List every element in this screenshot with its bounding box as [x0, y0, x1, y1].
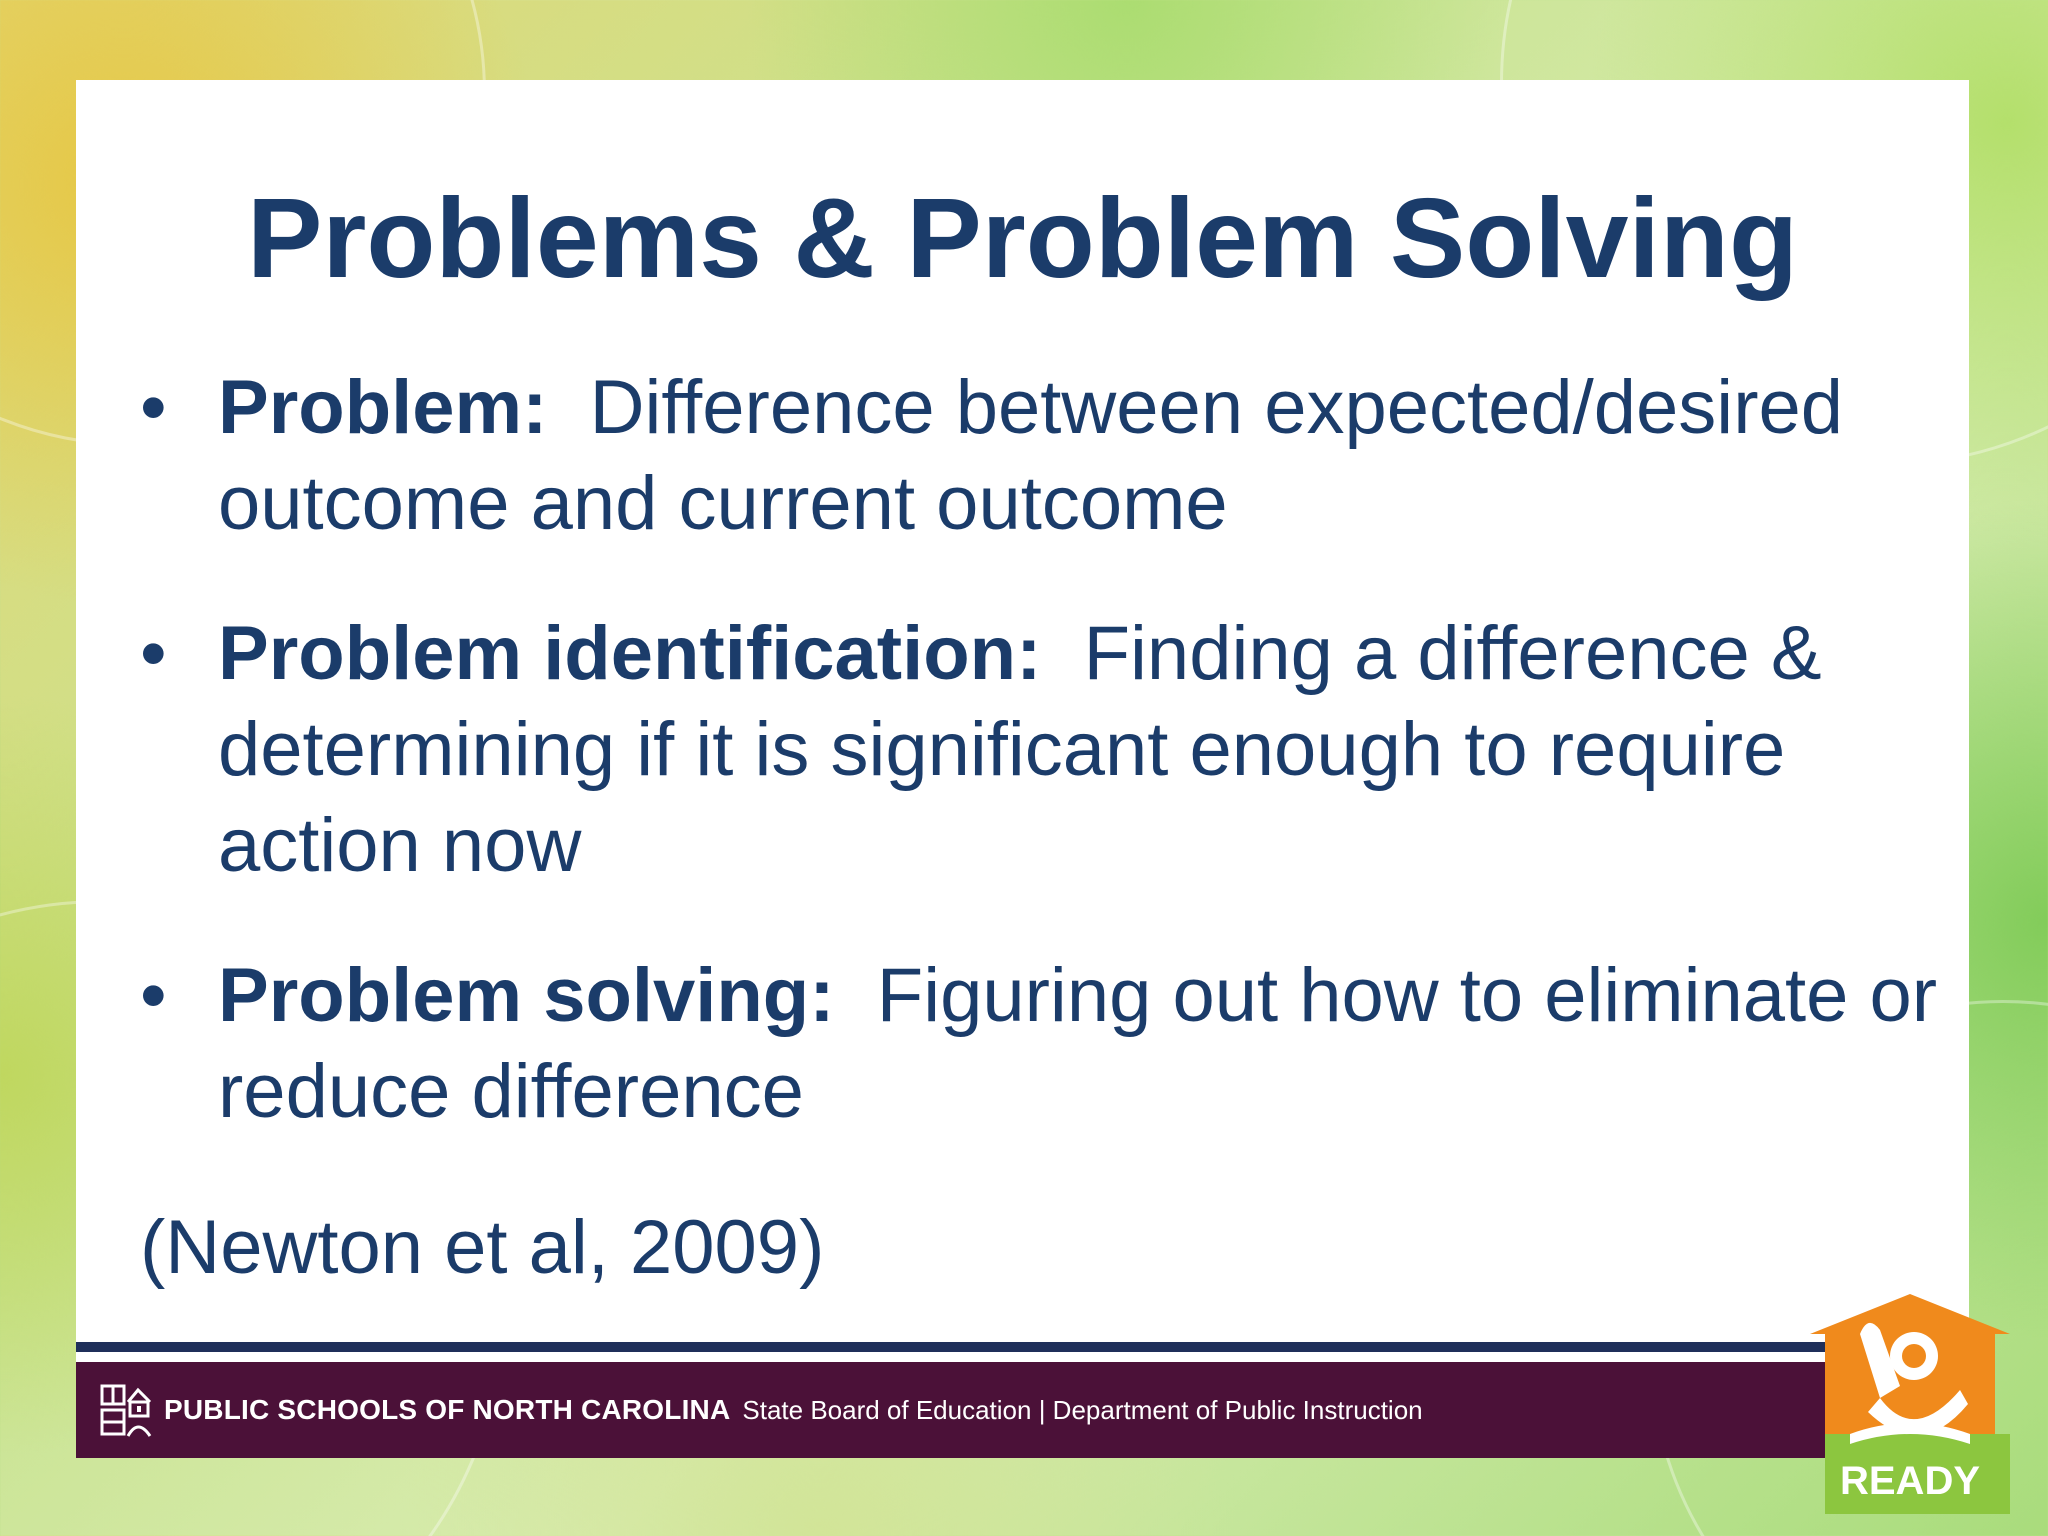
- bullet-item: [140, 948, 1940, 1140]
- slide-title: Problems & Problem Solving: [247, 175, 1798, 301]
- bullet-term: Problem identification:: [218, 611, 1042, 696]
- citation: (Newton et al, 2009): [140, 1205, 825, 1290]
- bullet-definition: Finding a difference & determining if it is significant enough to require action now: [218, 611, 1822, 888]
- slide-content-panel: [76, 80, 1981, 1503]
- bullet-definition: Figuring out how to eliminate or reduce difference: [218, 953, 1938, 1134]
- footer-subtitle: State Board of Education | Department of Public Instruction: [742, 1394, 1423, 1425]
- footer-divider: [76, 1342, 1969, 1352]
- bullet-item: [140, 360, 1940, 552]
- bullet-term: Problem:: [218, 365, 548, 450]
- ready-badge: [1810, 1294, 2010, 1514]
- bullet-term: Problem solving:: [218, 953, 835, 1038]
- bullet-item: [140, 606, 1940, 894]
- school-building-icon: [98, 1380, 156, 1442]
- bullet-marker: •: [140, 611, 167, 696]
- footer-text: [164, 1362, 1423, 1458]
- bullet-definition: Difference between expected/desired outcome and current outcome: [218, 365, 1844, 546]
- ready-badge-label: READY: [1839, 1459, 1981, 1503]
- footer-band: [76, 1362, 1969, 1458]
- bullet-marker: •: [140, 953, 167, 1038]
- bullet-list: [140, 360, 1940, 1194]
- footer-organization: PUBLIC SCHOOLS OF NORTH CAROLINA: [164, 1394, 731, 1425]
- bullet-marker: •: [140, 365, 167, 450]
